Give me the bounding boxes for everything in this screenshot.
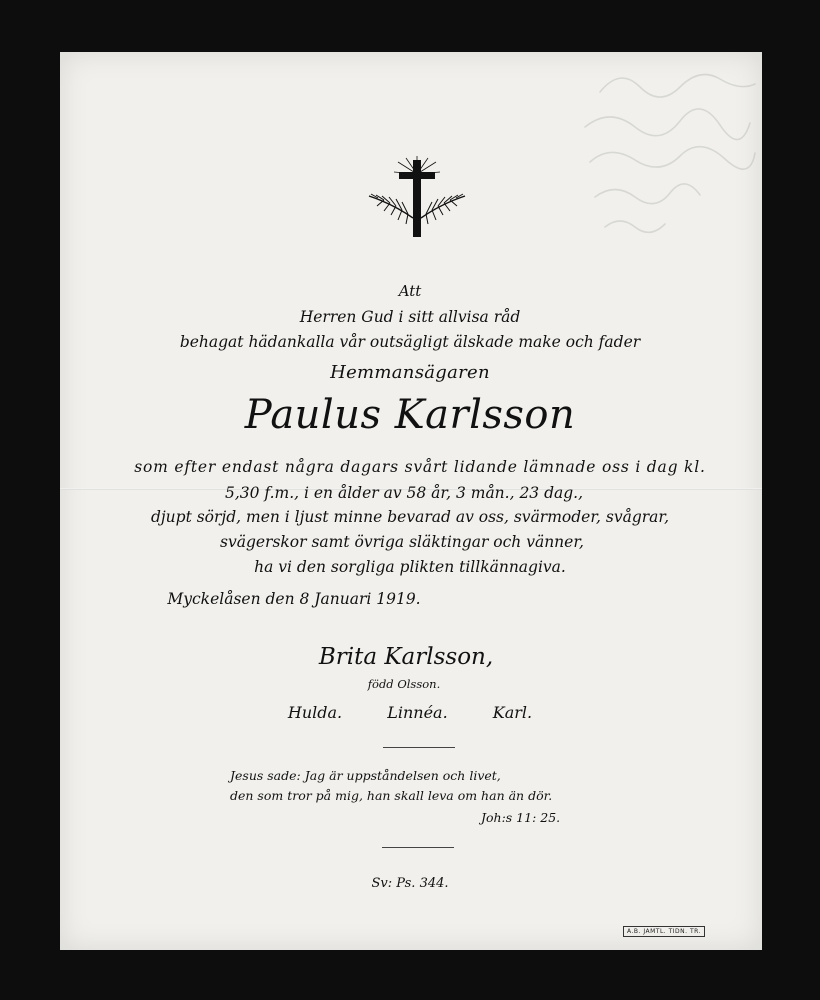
body-line: som efter endast några dagars svårt lidande lämnade oss i dag kl. [134, 458, 706, 476]
cross-with-palm-branches-icon [368, 156, 466, 242]
hymn-reference: Sv: Ps. 344. [371, 876, 449, 891]
printer-mark: A.B. JAMTL. TIDN. TR. [623, 926, 705, 937]
deceased-title: Hemmansägaren [330, 362, 490, 383]
child-name: Karl. [492, 703, 533, 722]
place-and-date: Myckelåsen den 8 Januari 1919. [167, 590, 421, 608]
body-line: djupt sörjd, men i ljust minne bevarad av oss, svärmoder, svågrar, [150, 508, 670, 526]
body-line: ha vi den sorgliga plikten tillkännagiva. [254, 558, 566, 576]
body-line: svägerskor samt övriga släktingar och vänner, [220, 533, 584, 551]
intro-line-behagat: behagat hädankalla vår outsägligt älskade make och fader [179, 333, 641, 351]
children-names [0, 703, 820, 722]
handwriting-bleedthrough [580, 32, 760, 262]
divider [383, 747, 455, 748]
child-name: Hulda. [287, 703, 343, 722]
widow-maiden-name: född Olsson. [367, 677, 441, 691]
intro-word: Att [398, 282, 422, 300]
body-line: 5,30 f.m., i en ålder av 58 år, 3 mån., 23 dag., [224, 484, 584, 502]
divider [382, 847, 454, 848]
verse-reference: Joh:s 11: 25. [481, 810, 561, 825]
verse-line: den som tror på mig, han skall leva om han än dör. [230, 788, 553, 803]
verse-line: Jesus sade: Jag är uppståndelsen och livet, [230, 768, 501, 783]
child-name: Linnéa. [387, 703, 448, 722]
deceased-name: Paulus Karlsson [244, 392, 576, 438]
intro-line-herren: Herren Gud i sitt allvisa råd [299, 308, 521, 326]
widow-name: Brita Karlsson, [318, 644, 494, 670]
